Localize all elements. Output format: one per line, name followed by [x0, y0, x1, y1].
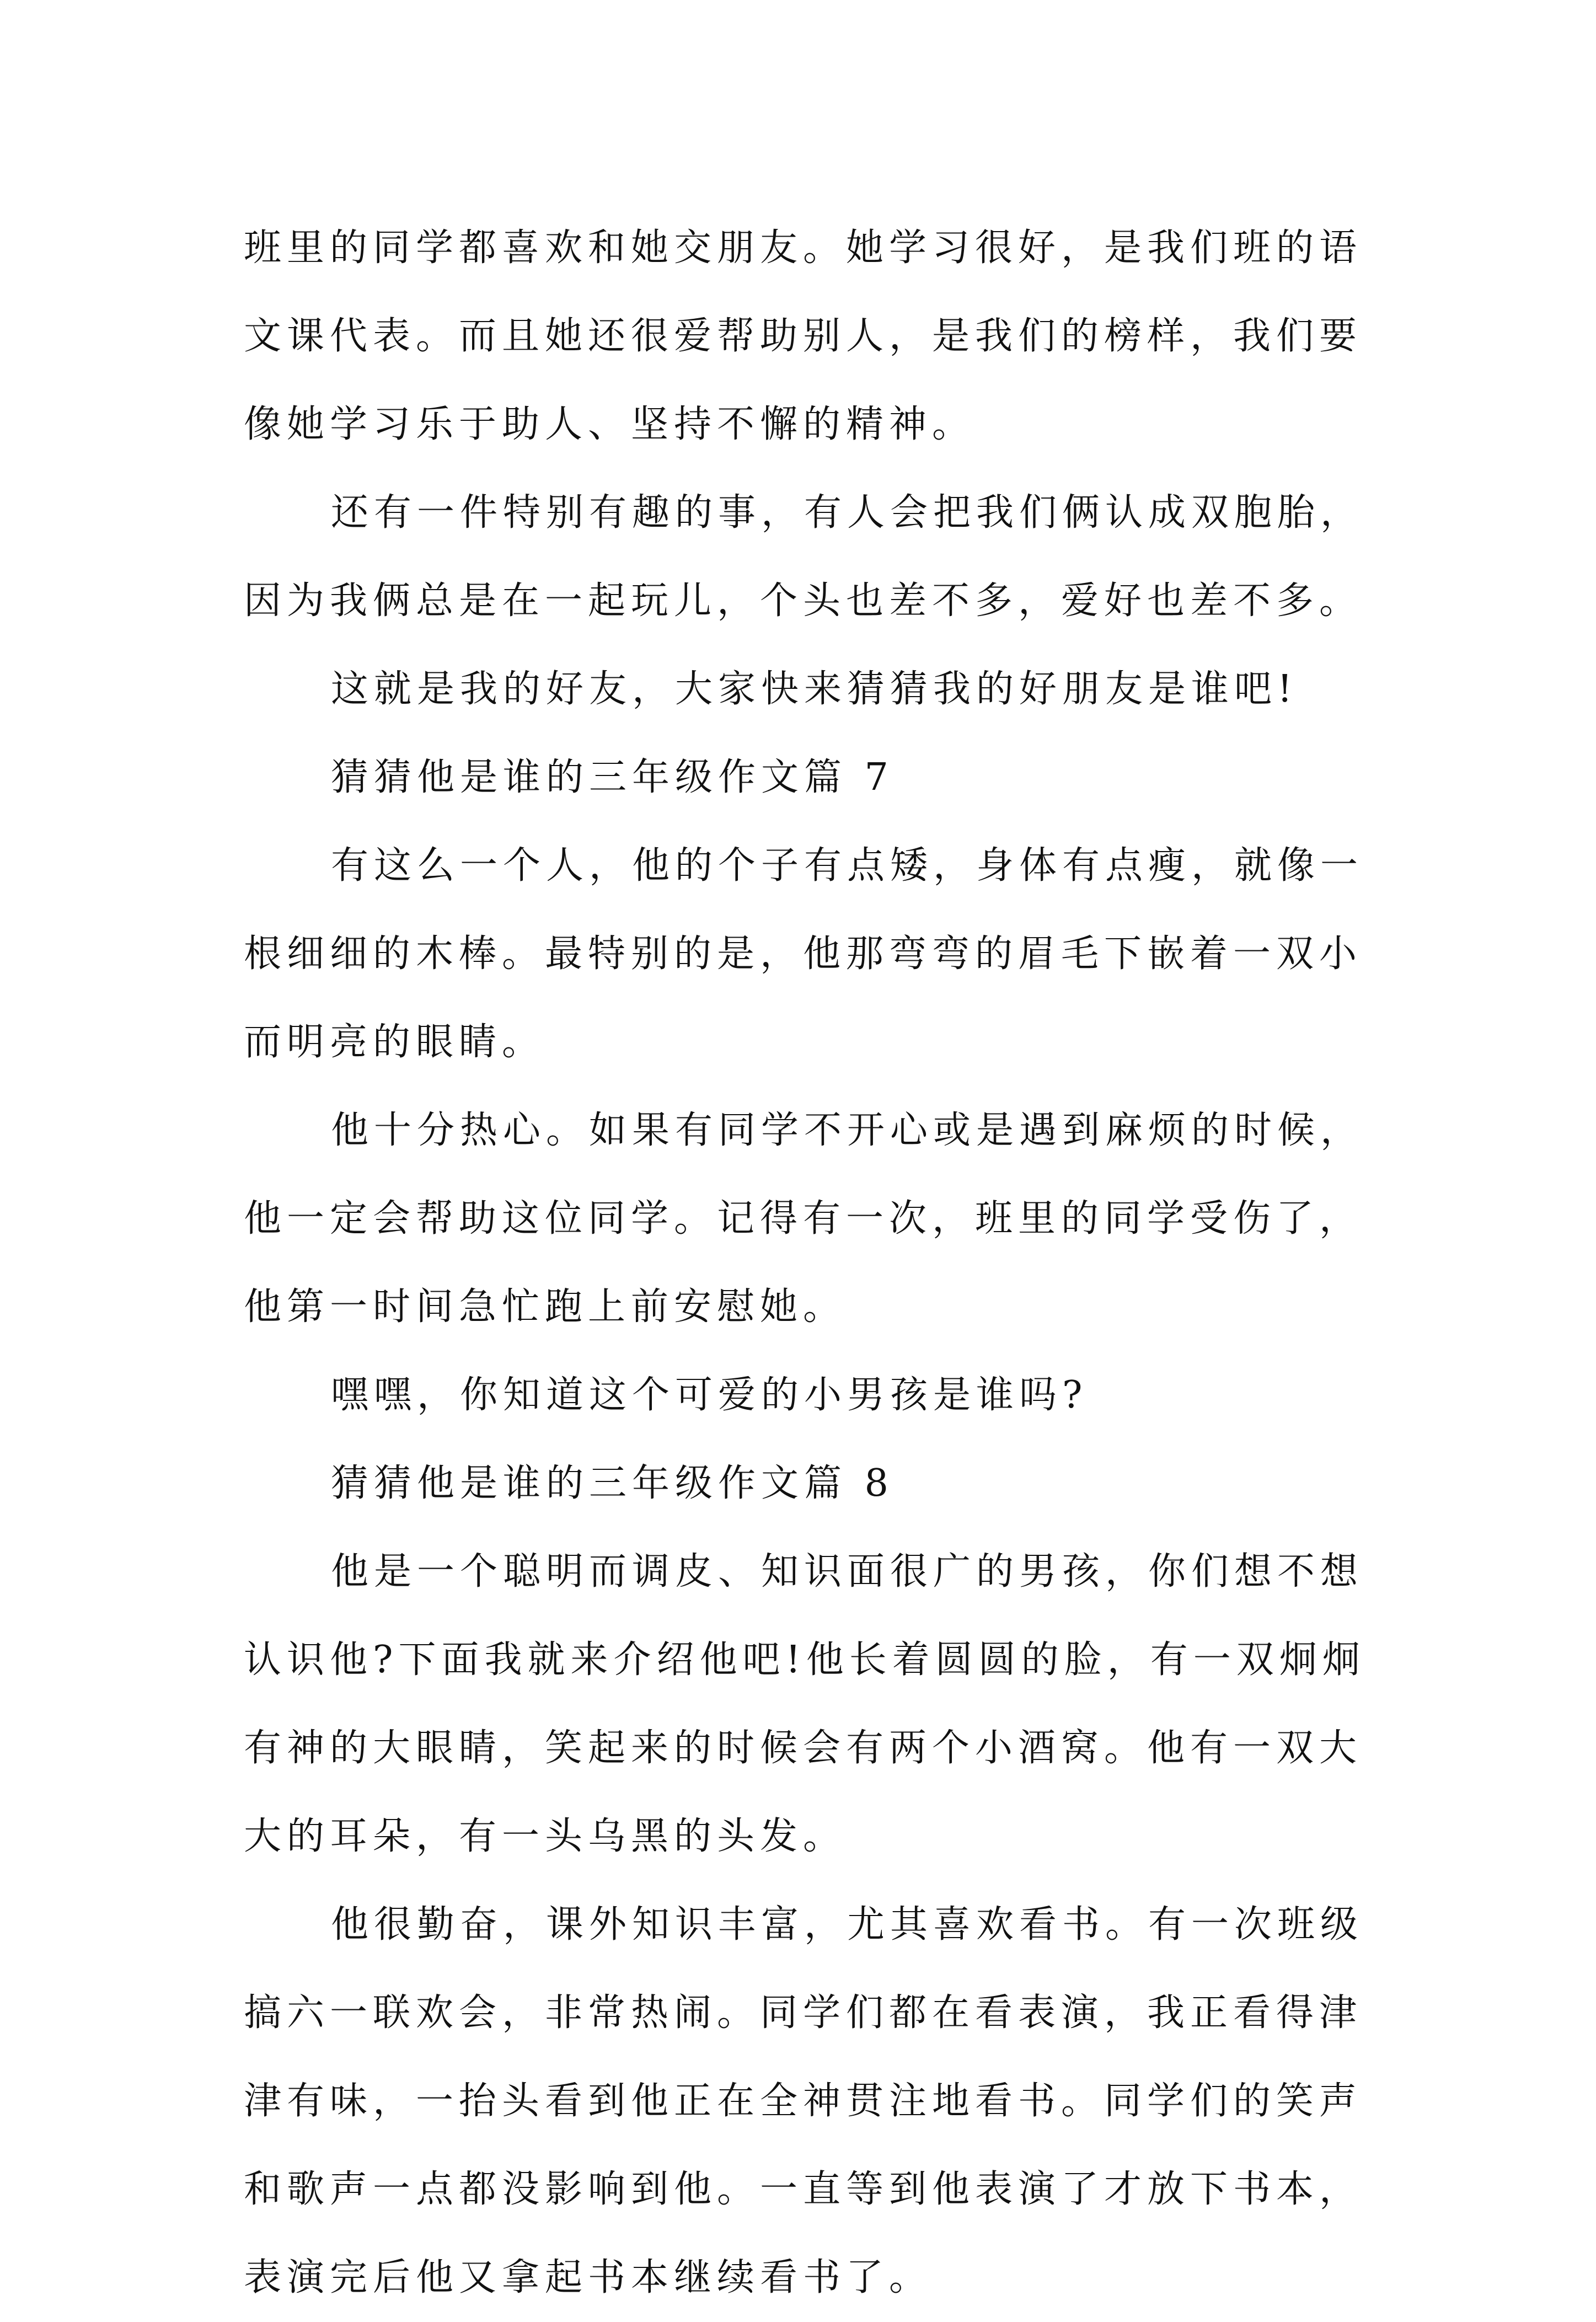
heading-text: 猜猜他是谁的三年级作文篇 7 [331, 756, 894, 799]
text-line: 他是一个聪明而调皮、知识面很广的男孩，你们想不想 [331, 1550, 1364, 1593]
paragraph [244, 1881, 1369, 2322]
text-line: 他十分热心。如果有同学不开心或是遇到麻烦的时候， [331, 1109, 1364, 1152]
paragraph [244, 469, 1369, 645]
text-line: 因为我俩总是在一起玩儿，个头也差不多，爱好也差不多。 [244, 579, 1363, 623]
text-line: 有这么一个人，他的个子有点矮，身体有点瘦，就像一 [331, 844, 1364, 887]
section-heading [244, 1440, 1369, 1528]
paragraph [244, 822, 1369, 1087]
text-line: 他很勤奋，课外知识丰富，尤其喜欢看书。有一次班级 [331, 1903, 1364, 1946]
paragraph [244, 1087, 1369, 1351]
paragraph [244, 204, 1369, 469]
text-line: 津有味，一抬头看到他正在全神贯注地看书。同学们的笑声 [244, 2079, 1363, 2123]
text-line: 大的耳朵，有一头乌黑的头发。 [244, 1815, 847, 1858]
text-line: 搞六一联欢会，非常热闹。同学们都在看表演，我正看得津 [244, 1991, 1363, 2035]
text-line: 有神的大眼睛，笑起来的时候会有两个小酒窝。他有一双大 [244, 1726, 1363, 1770]
text-line: 嘿嘿，你知道这个可爱的小男孩是谁吗? [331, 1373, 1088, 1417]
text-line: 认识他?下面我就来介绍他吧!他长着圆圆的脸，有一双炯炯 [244, 1638, 1365, 1682]
paragraph [244, 1351, 1369, 1440]
text-line: 和歌声一点都没影响到他。一直等到他表演了才放下书本， [244, 2168, 1363, 2211]
text-line: 这就是我的好友，大家快来猜猜我的好朋友是谁吧! [331, 667, 1298, 711]
heading-text: 猜猜他是谁的三年级作文篇 8 [331, 1462, 894, 1505]
text-line: 还有一件特别有趣的事，有人会把我们俩认成双胞胎， [331, 491, 1364, 534]
text-line: 他一定会帮助这位同学。记得有一次，班里的同学受伤了， [244, 1197, 1363, 1240]
text-line: 像她学习乐于助人、坚持不懈的精神。 [244, 403, 976, 446]
document-body [244, 204, 1369, 2322]
text-line: 根细细的木棒。最特别的是，他那弯弯的眉毛下嵌着一双小 [244, 932, 1363, 976]
text-line: 他第一时间急忙跑上前安慰她。 [244, 1285, 847, 1329]
text-line: 而明亮的眼睛。 [244, 1020, 545, 1064]
paragraph [244, 1528, 1369, 1881]
section-heading [244, 734, 1369, 822]
text-line: 班里的同学都喜欢和她交朋友。她学习很好，是我们班的语 [244, 226, 1363, 270]
paragraph [244, 645, 1369, 734]
text-line: 表演完后他又拿起书本继续看书了。 [244, 2256, 933, 2299]
text-line: 文课代表。而且她还很爱帮助别人，是我们的榜样，我们要 [244, 314, 1363, 358]
